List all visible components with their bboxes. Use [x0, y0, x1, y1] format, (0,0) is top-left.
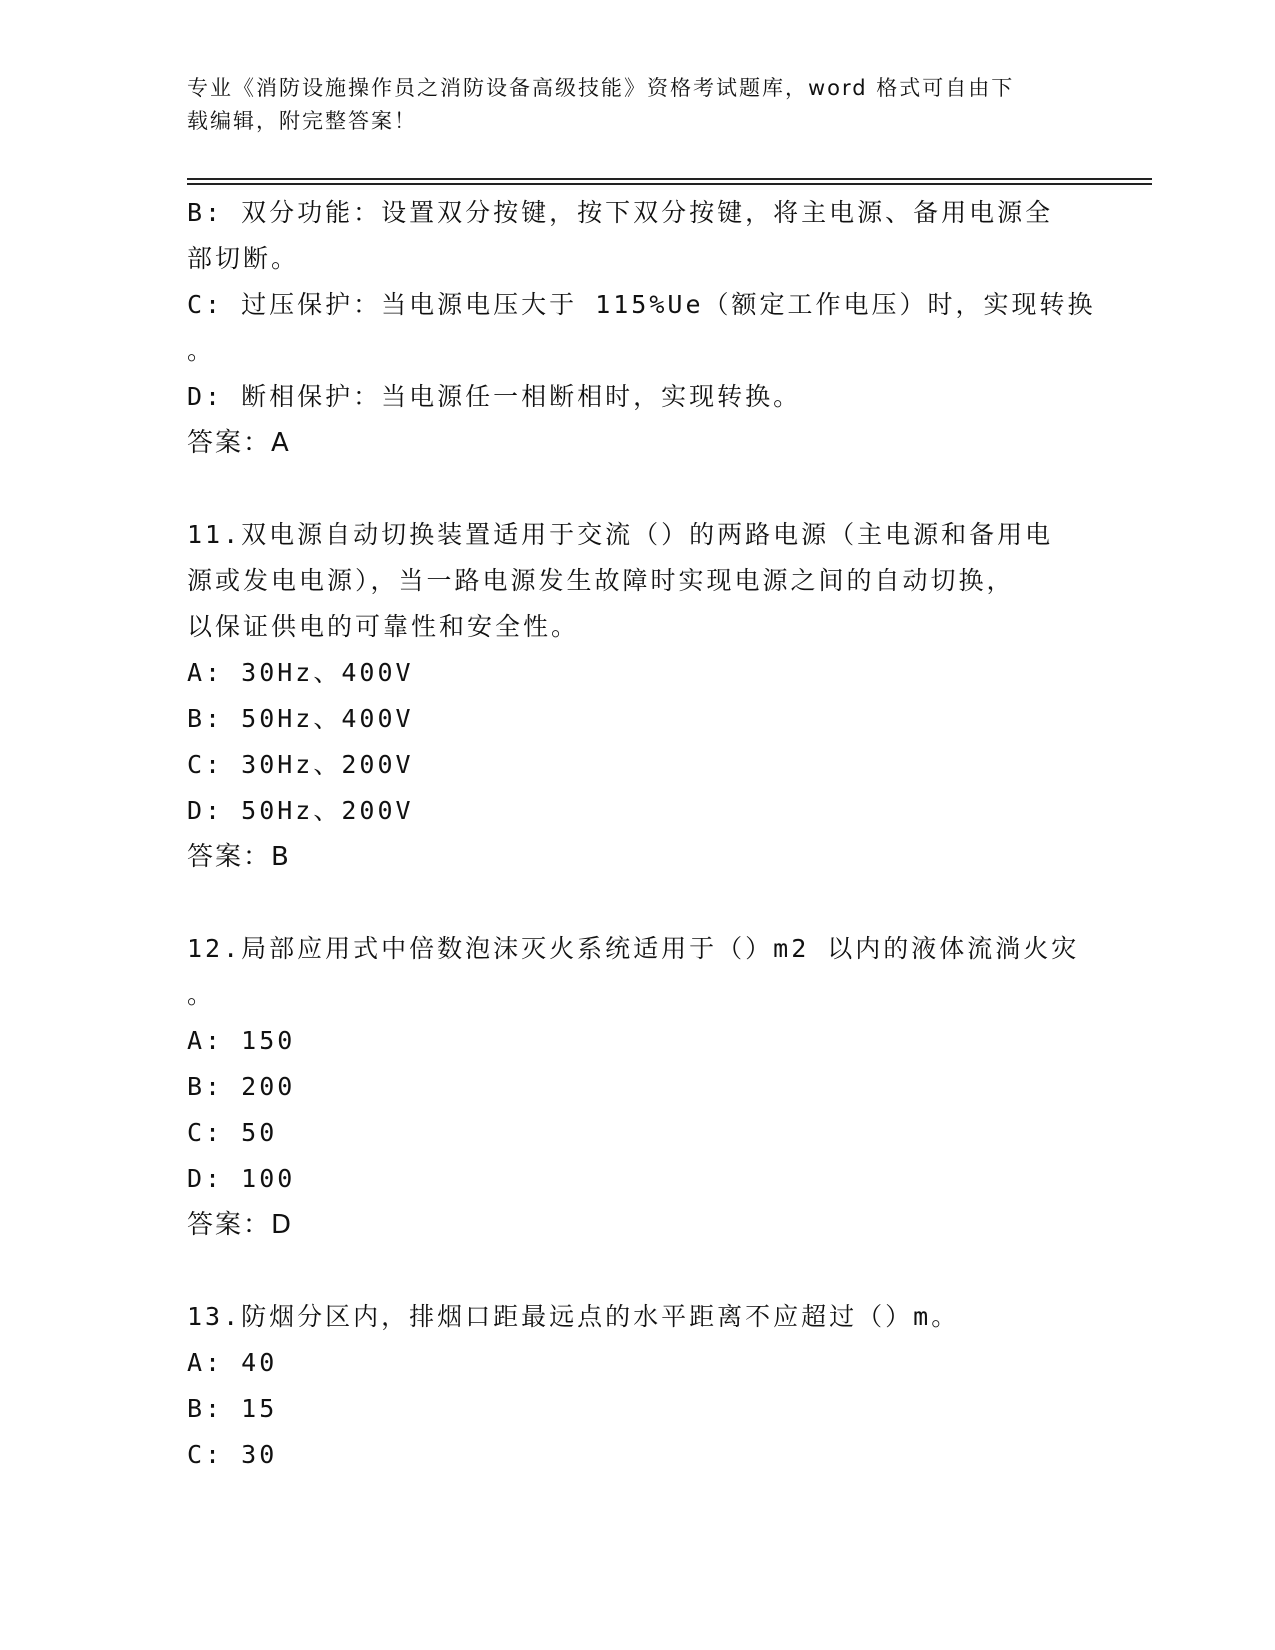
option-d: D: 100: [187, 1164, 296, 1193]
option-b: B: 200: [187, 1072, 296, 1101]
option-c: C: 50: [187, 1118, 278, 1147]
answer: 答案：D: [187, 1210, 294, 1240]
question-12: [187, 926, 1087, 1248]
question-13: [187, 1294, 1087, 1478]
option-b-line-1: B: 双分功能：设置双分按键，按下双分按键，将主电源、备用电源全: [187, 198, 1054, 227]
spacer: [187, 880, 1087, 926]
question-stem-line: 以保证供电的可靠性和安全性。: [187, 612, 580, 641]
question-stem-line: 源或发电电源），当一路电源发生故障时实现电源之间的自动切换，: [187, 566, 1015, 595]
option-d: D: 断相保护：当电源任一相断相时，实现转换。: [187, 382, 802, 411]
option-a: A: 30Hz、400V: [187, 658, 414, 687]
answer: 答案：A: [187, 428, 291, 458]
question-stem-line: 。: [187, 980, 216, 1009]
option-d: D: 50Hz、200V: [187, 796, 414, 825]
spacer: [187, 1248, 1087, 1294]
question-stem-line: 12.局部应用式中倍数泡沫灭火系统适用于（）m2 以内的液体流淌火灾: [187, 934, 1080, 963]
option-c: C: 30Hz、200V: [187, 750, 414, 779]
question-11: [187, 512, 1087, 880]
header-divider-bottom: [187, 183, 1152, 185]
question-stem-line: 13.防烟分区内，排烟口距最远点的水平距离不应超过（）m。: [187, 1302, 960, 1331]
spacer: [187, 466, 1087, 512]
option-b: B: 50Hz、400V: [187, 704, 414, 733]
question-list: [187, 190, 1096, 1478]
option-c-line-2: 。: [187, 336, 216, 365]
document-header: [187, 72, 1067, 138]
question-10-continued: [187, 190, 1096, 466]
option-a: A: 40: [187, 1348, 278, 1377]
option-c: C: 30: [187, 1440, 278, 1469]
header-divider-top: [187, 178, 1152, 180]
question-stem-line: 11.双电源自动切换装置适用于交流（）的两路电源（主电源和备用电: [187, 520, 1054, 549]
option-a: A: 150: [187, 1026, 296, 1055]
option-b: B: 15: [187, 1394, 278, 1423]
answer: 答案：B: [187, 842, 291, 872]
option-c-line-1: C: 过压保护：当电源电压大于 115%Ue（额定工作电压）时，实现转换: [187, 290, 1096, 319]
header-line-2: 载编辑，附完整答案！: [187, 109, 417, 133]
option-b-line-2: 部切断。: [187, 244, 300, 273]
header-line-1: 专业《消防设施操作员之消防设备高级技能》资格考试题库，word 格式可自由下: [187, 76, 1015, 100]
